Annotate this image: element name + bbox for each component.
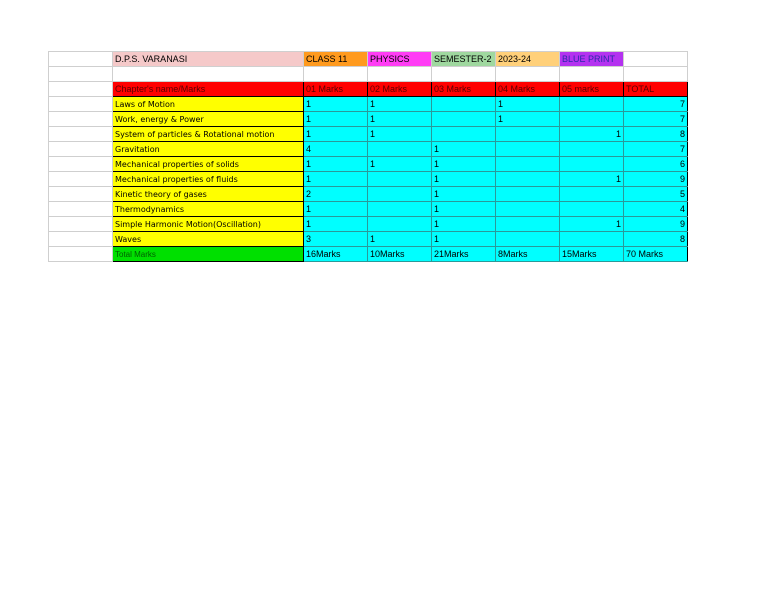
marks-02-cell[interactable]: [368, 202, 432, 217]
row-spacer-cell[interactable]: [49, 187, 113, 202]
marks-02-cell[interactable]: 1: [368, 112, 432, 127]
blank-cell[interactable]: [432, 67, 496, 82]
marks-05-cell[interactable]: 1: [560, 172, 624, 187]
marks-04-cell[interactable]: [496, 202, 560, 217]
column-header[interactable]: Chapter's name/Marks: [113, 82, 304, 97]
blank-row: [49, 67, 688, 82]
chapter-name[interactable]: Mechanical properties of solids: [113, 157, 304, 172]
column-header-row: [49, 82, 688, 97]
marks-04-cell[interactable]: [496, 142, 560, 157]
chapter-name[interactable]: Laws of Motion: [113, 97, 304, 112]
cell-a1[interactable]: [49, 52, 113, 67]
subject-cell[interactable]: PHYSICS: [368, 52, 432, 67]
chapter-name[interactable]: Mechanical properties of fluids: [113, 172, 304, 187]
blank-cell[interactable]: [304, 67, 368, 82]
row-total-cell[interactable]: 8: [624, 232, 688, 247]
row-total-cell[interactable]: 7: [624, 97, 688, 112]
marks-05-cell[interactable]: [560, 97, 624, 112]
marks-02-cell[interactable]: 1: [368, 127, 432, 142]
marks-02-cell[interactable]: 1: [368, 97, 432, 112]
marks-04-cell[interactable]: [496, 232, 560, 247]
marks-04-cell[interactable]: [496, 217, 560, 232]
table-row: [49, 172, 688, 187]
marks-01-cell[interactable]: 3: [304, 232, 368, 247]
row-spacer-cell[interactable]: [49, 127, 113, 142]
row-total-cell[interactable]: 8: [624, 127, 688, 142]
row-spacer-cell[interactable]: [49, 217, 113, 232]
row-spacer-cell[interactable]: [49, 97, 113, 112]
marks-01-cell[interactable]: 4: [304, 142, 368, 157]
blank-cell[interactable]: [368, 67, 432, 82]
row-total-cell[interactable]: 5: [624, 187, 688, 202]
total-03-marks[interactable]: 21Marks: [432, 247, 496, 262]
total-marks-label[interactable]: Total Marks: [113, 247, 304, 262]
marks-03-cell[interactable]: 1: [432, 232, 496, 247]
marks-02-cell[interactable]: [368, 187, 432, 202]
row-total-cell[interactable]: 6: [624, 157, 688, 172]
row-spacer-cell[interactable]: [49, 202, 113, 217]
chapter-name[interactable]: Work, energy & Power: [113, 112, 304, 127]
total-04-marks[interactable]: 8Marks: [496, 247, 560, 262]
table-row: [49, 202, 688, 217]
total-marks-row: [49, 247, 688, 262]
cell-h1[interactable]: [624, 52, 688, 67]
year-cell[interactable]: 2023-24: [496, 52, 560, 67]
marks-05-cell[interactable]: [560, 142, 624, 157]
grand-total[interactable]: 70 Marks: [624, 247, 688, 262]
marks-02-cell[interactable]: [368, 172, 432, 187]
column-header[interactable]: 02 Marks: [368, 82, 432, 97]
marks-02-cell[interactable]: [368, 217, 432, 232]
row-total-cell[interactable]: 9: [624, 172, 688, 187]
table-row: [49, 142, 688, 157]
blank-cell[interactable]: [560, 67, 624, 82]
marks-05-cell[interactable]: [560, 202, 624, 217]
row-spacer-cell[interactable]: [49, 112, 113, 127]
column-header[interactable]: 04 Marks: [496, 82, 560, 97]
marks-05-cell[interactable]: [560, 157, 624, 172]
marks-01-cell[interactable]: 1: [304, 217, 368, 232]
marks-03-cell[interactable]: 1: [432, 202, 496, 217]
marks-01-cell[interactable]: 1: [304, 157, 368, 172]
row-spacer-cell[interactable]: [49, 157, 113, 172]
chapter-name[interactable]: Waves: [113, 232, 304, 247]
marks-02-cell[interactable]: 1: [368, 157, 432, 172]
table-row: [49, 217, 688, 232]
table-row: [49, 127, 688, 142]
row-spacer-cell[interactable]: [49, 142, 113, 157]
marks-03-cell[interactable]: 1: [432, 157, 496, 172]
school-name-cell[interactable]: D.P.S. VARANASI: [113, 52, 304, 67]
marks-04-cell[interactable]: [496, 127, 560, 142]
table-row: [49, 112, 688, 127]
marks-01-cell[interactable]: 1: [304, 97, 368, 112]
cell-a3[interactable]: [49, 82, 113, 97]
marks-03-cell[interactable]: [432, 112, 496, 127]
marks-03-cell[interactable]: 1: [432, 187, 496, 202]
row-total-cell[interactable]: 7: [624, 142, 688, 157]
total-01-marks[interactable]: 16Marks: [304, 247, 368, 262]
marks-05-cell[interactable]: [560, 112, 624, 127]
marks-03-cell[interactable]: 1: [432, 217, 496, 232]
total-02-marks[interactable]: 10Marks: [368, 247, 432, 262]
column-header[interactable]: 03 Marks: [432, 82, 496, 97]
row-total-cell[interactable]: 4: [624, 202, 688, 217]
marks-01-cell[interactable]: 2: [304, 187, 368, 202]
total-05-marks[interactable]: 15Marks: [560, 247, 624, 262]
marks-03-cell[interactable]: 1: [432, 172, 496, 187]
chapter-name[interactable]: Thermodynamics: [113, 202, 304, 217]
class-cell[interactable]: CLASS 11: [304, 52, 368, 67]
marks-01-cell[interactable]: 1: [304, 202, 368, 217]
table-row: [49, 187, 688, 202]
table-row: [49, 232, 688, 247]
row-spacer-cell[interactable]: [49, 232, 113, 247]
column-header[interactable]: 05 marks: [560, 82, 624, 97]
marks-05-cell[interactable]: [560, 187, 624, 202]
chapter-name[interactable]: Simple Harmonic Motion(Oscillation): [113, 217, 304, 232]
chapter-name[interactable]: System of particles & Rotational motion: [113, 127, 304, 142]
table-row: [49, 97, 688, 112]
table-row: [49, 157, 688, 172]
blank-cell[interactable]: [113, 67, 304, 82]
marks-03-cell[interactable]: [432, 127, 496, 142]
marks-05-cell[interactable]: [560, 232, 624, 247]
cell-a-total[interactable]: [49, 247, 113, 262]
blank-cell[interactable]: [496, 67, 560, 82]
marks-04-cell[interactable]: 1: [496, 97, 560, 112]
marks-04-cell[interactable]: [496, 172, 560, 187]
row-total-cell[interactable]: 9: [624, 217, 688, 232]
title-row: [49, 52, 688, 67]
marks-02-cell[interactable]: [368, 142, 432, 157]
marks-02-cell[interactable]: 1: [368, 232, 432, 247]
chapter-name[interactable]: Kinetic theory of gases: [113, 187, 304, 202]
row-total-cell[interactable]: 7: [624, 112, 688, 127]
marks-03-cell[interactable]: 1: [432, 142, 496, 157]
marks-05-cell[interactable]: 1: [560, 127, 624, 142]
semester-cell[interactable]: SEMESTER-2: [432, 52, 496, 67]
marks-01-cell[interactable]: 1: [304, 127, 368, 142]
chapter-name[interactable]: Gravitation: [113, 142, 304, 157]
blank-cell[interactable]: [49, 67, 113, 82]
marks-01-cell[interactable]: 1: [304, 112, 368, 127]
marks-01-cell[interactable]: 1: [304, 172, 368, 187]
marks-04-cell[interactable]: 1: [496, 112, 560, 127]
blueprint-spreadsheet: [48, 51, 688, 262]
blank-cell[interactable]: [624, 67, 688, 82]
marks-04-cell[interactable]: [496, 187, 560, 202]
column-header[interactable]: 01 Marks: [304, 82, 368, 97]
marks-03-cell[interactable]: [432, 97, 496, 112]
blueprint-cell[interactable]: BLUE PRINT: [560, 52, 624, 67]
row-spacer-cell[interactable]: [49, 172, 113, 187]
marks-04-cell[interactable]: [496, 157, 560, 172]
column-header[interactable]: TOTAL: [624, 82, 688, 97]
marks-05-cell[interactable]: 1: [560, 217, 624, 232]
